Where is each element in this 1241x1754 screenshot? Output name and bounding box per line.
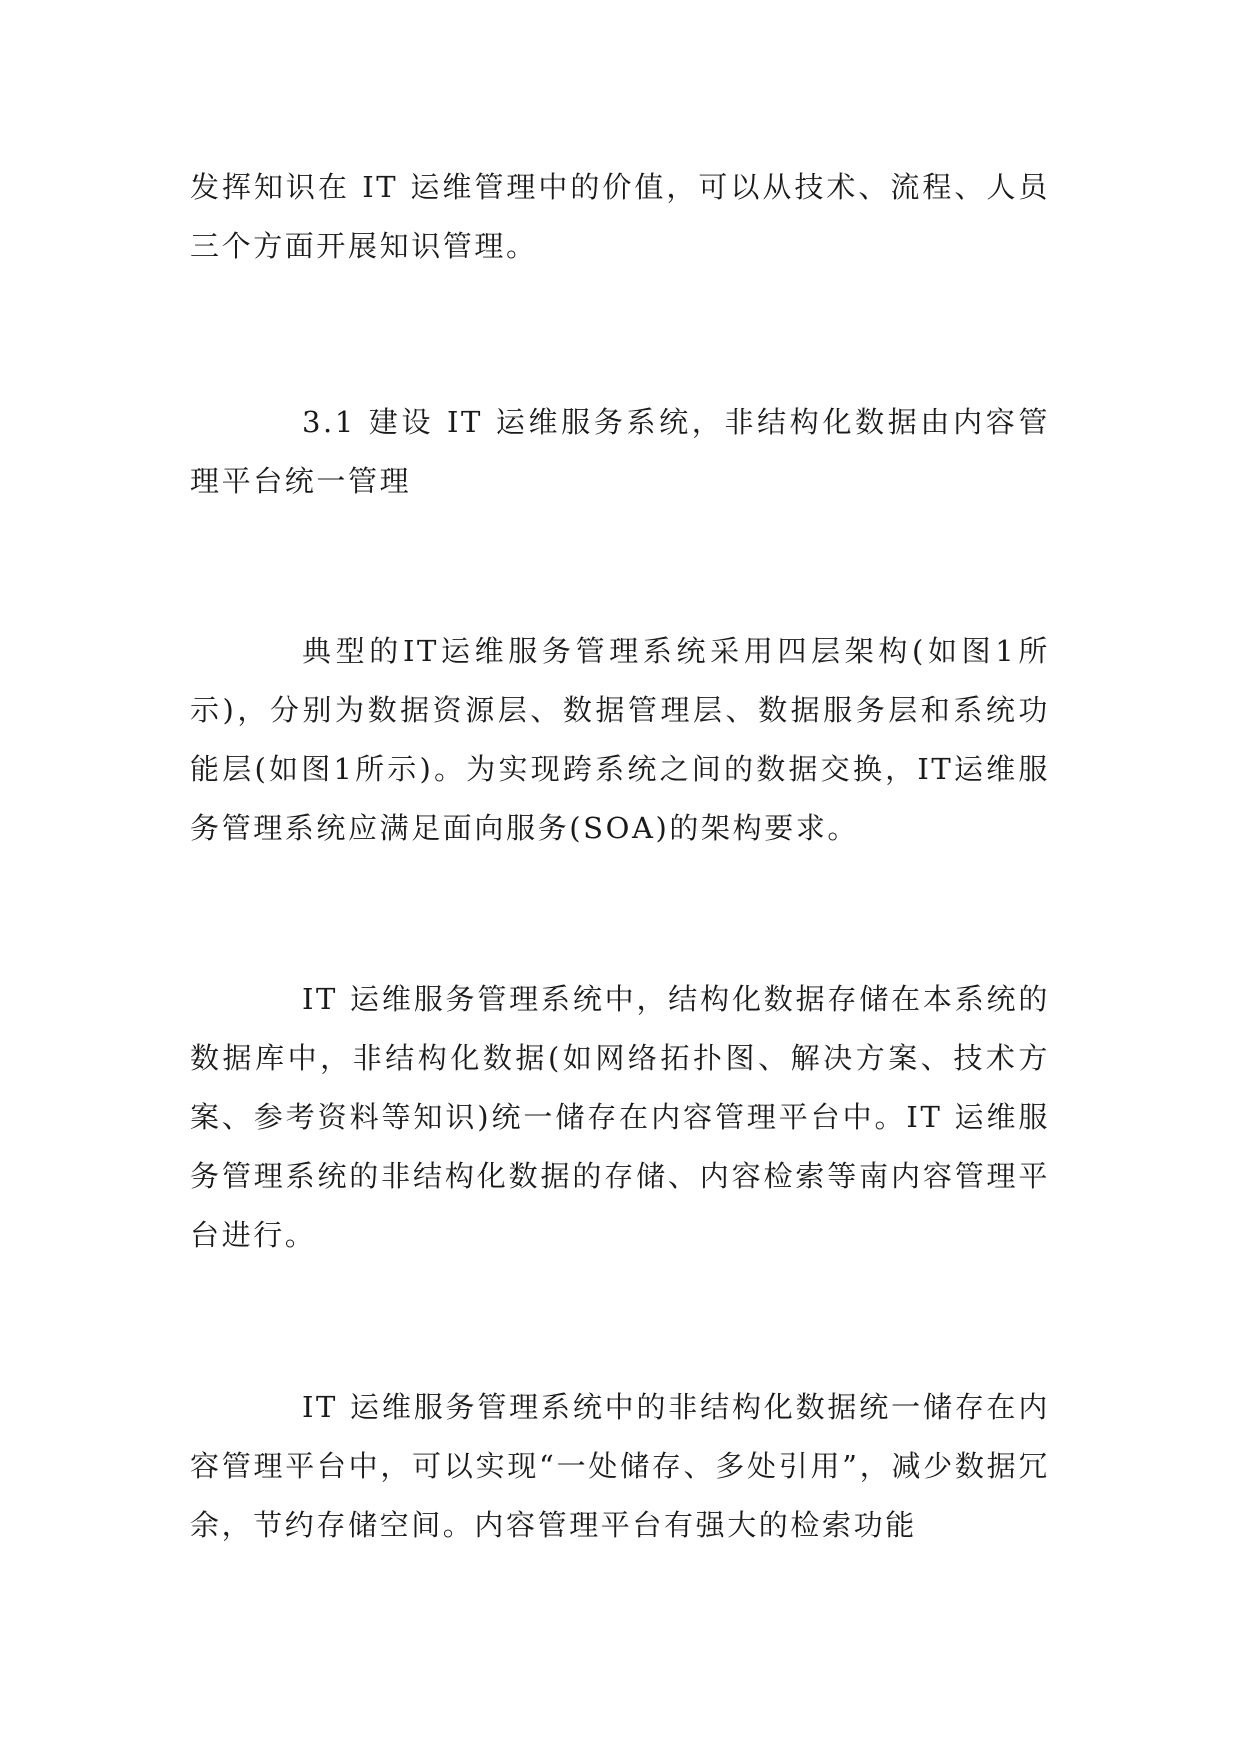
paragraph-unified-storage-benefits: IT 运维服务管理系统中的非结构化数据统一储存在内容管理平台中，可以实现“一处储存、多处引用”，减少数据冗余，节约存储空间。内容管理平台有强大的检索功能 bbox=[190, 1390, 1050, 1542]
paragraph-four-layer-architecture: 典型的IT运维服务管理系统采用四层架构(如图1所示)，分别为数据资源层、数据管理层、数据服务层和系统功能层(如图1所示)。为实现跨系统之间的数据交换，IT运维服务管理系统应满足面向服务(SOA)的架构要求。 bbox=[190, 634, 1050, 845]
paragraph-structured-data-storage: IT 运维服务管理系统中，结构化数据存储在本系统的数据库中，非结构化数据(如网络拓扑图、解决方案、技术方案、参考资料等知识)统一储存在内容管理平台中。IT 运维服务管理系统的非结构化数据的存储、内容检索等南内容管理平台进行。 bbox=[190, 982, 1050, 1252]
section-heading-3-1: 3.1 建设 IT 运维服务系统，非结构化数据由内容管理平台统一管理 bbox=[190, 405, 1050, 498]
paragraph-knowledge-value: 发挥知识在 IT 运维管理中的价值，可以从技术、流程、人员三个方面开展知识管理。 bbox=[190, 170, 1050, 263]
